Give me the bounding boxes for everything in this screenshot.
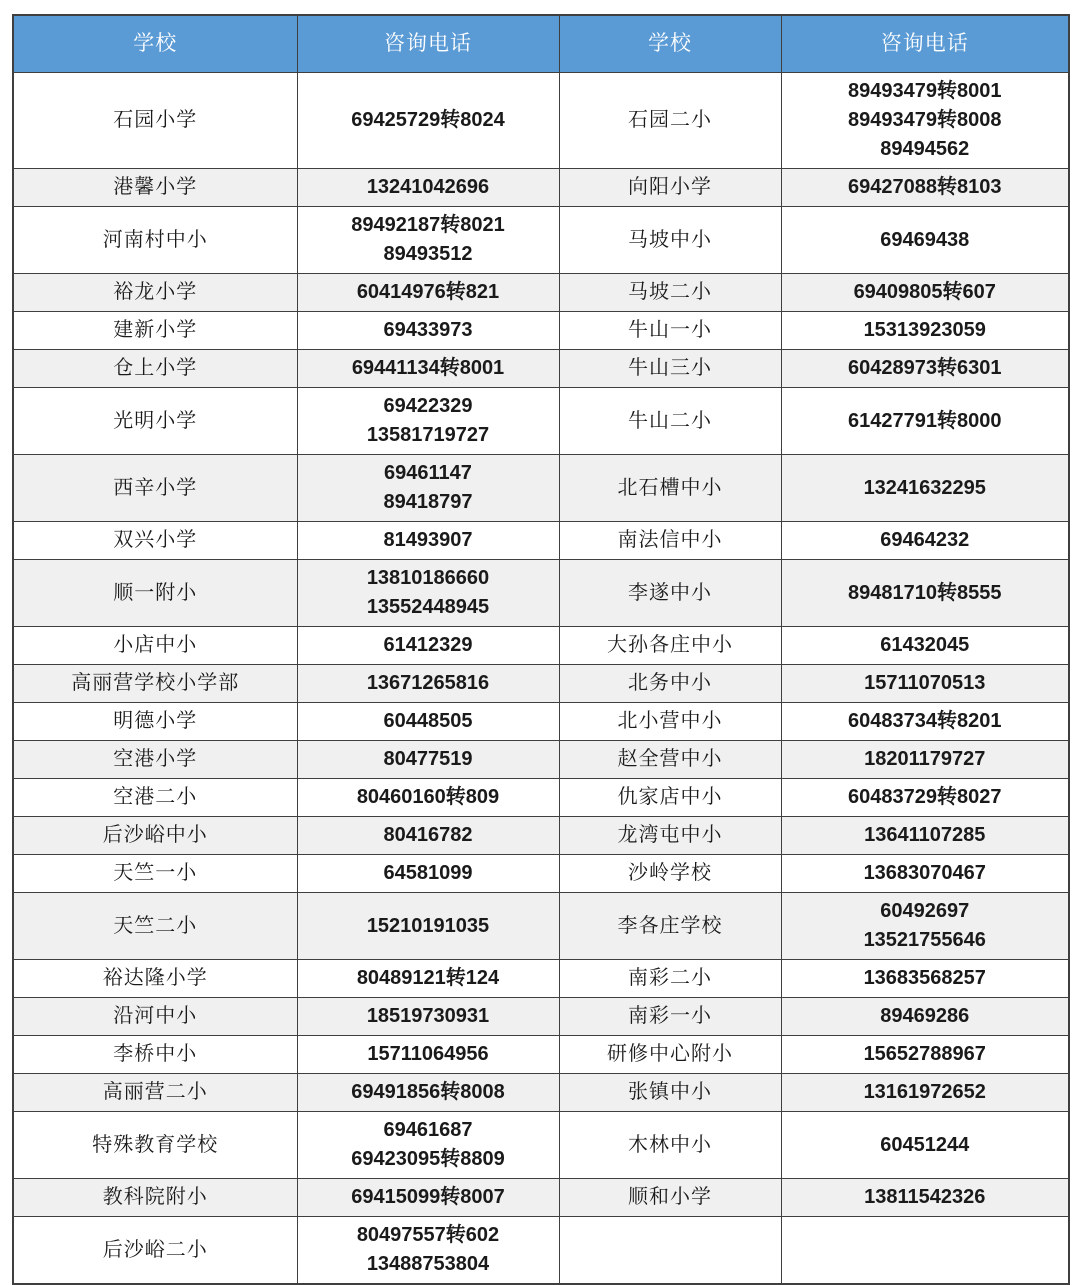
cell-phone-right [781, 779, 1069, 817]
cell-phone-left [297, 207, 559, 274]
school-name: 北石槽中小 [617, 476, 723, 499]
cell-school-right [559, 274, 781, 312]
cell-phone-left [297, 1074, 559, 1112]
cell-phone-left [297, 703, 559, 741]
phone-number: 80489121转124 [356, 967, 500, 989]
school-name: 顺和小学 [628, 1186, 712, 1208]
cell-phone-left [297, 1036, 559, 1074]
header-phone-right: 咨询电话 [781, 15, 1069, 73]
phone-number: 69461147 [384, 462, 472, 484]
cell-school-left [13, 665, 297, 703]
cell-school-right [559, 1217, 781, 1285]
phone-number: 80497557转602 [356, 1224, 500, 1246]
cell-phone-left [297, 893, 559, 960]
school-name: 空港二小 [113, 786, 198, 808]
phone-number: 69464232 [880, 529, 970, 551]
table-row [13, 350, 1069, 388]
phone-number: 13671265816 [366, 672, 490, 694]
school-name: 牛山二小 [628, 409, 712, 432]
cell-phone-right [781, 855, 1069, 893]
phone-number: 69415099转8007 [351, 1186, 505, 1208]
cell-school-left [13, 960, 297, 998]
cell-phone-left [297, 522, 559, 560]
cell-school-left [13, 1217, 297, 1285]
table-row [13, 522, 1069, 560]
school-name: 高丽营二小 [102, 1081, 208, 1103]
table-row [13, 312, 1069, 350]
cell-phone-right [781, 169, 1069, 207]
phone-number: 89492187转8021 [351, 214, 505, 236]
phone-number: 69469438 [880, 228, 970, 251]
cell-phone-left [297, 627, 559, 665]
phone-number: 60492697 [880, 900, 970, 922]
cell-phone-right [781, 455, 1069, 522]
school-name: 向阳小学 [628, 176, 712, 198]
table-row [13, 1217, 1069, 1285]
school-name: 南彩二小 [628, 967, 712, 989]
table-row [13, 455, 1069, 522]
school-name: 南法信中小 [617, 529, 723, 551]
cell-phone-right [781, 560, 1069, 627]
phone-number: 69422329 [383, 395, 473, 417]
cell-phone-left [297, 1217, 559, 1285]
school-name: 港馨小学 [113, 176, 198, 198]
cell-phone-right [781, 1112, 1069, 1179]
phone-number: 89469286 [880, 1005, 970, 1027]
phone-number: 18201179727 [864, 748, 986, 770]
school-name: 龙湾屯中小 [617, 824, 723, 846]
school-name: 石园二小 [628, 109, 712, 131]
cell-school-left [13, 388, 297, 455]
school-name: 天竺一小 [113, 862, 198, 884]
table-header [13, 15, 1069, 73]
phone-number: 89494562 [880, 138, 970, 160]
table-row [13, 627, 1069, 665]
cell-school-left [13, 1074, 297, 1112]
cell-phone-left [297, 73, 559, 169]
cell-school-left [13, 207, 297, 274]
cell-school-right [559, 1112, 781, 1179]
school-name: 木林中小 [628, 1133, 712, 1156]
cell-phone-left [297, 960, 559, 998]
cell-school-left [13, 741, 297, 779]
phone-number: 13810186660 [366, 567, 490, 589]
cell-school-right [559, 73, 781, 169]
cell-phone-left [297, 1112, 559, 1179]
phone-number: 13683070467 [863, 862, 986, 884]
table-row [13, 779, 1069, 817]
phone-number: 69423095转8809 [351, 1148, 505, 1170]
table-row [13, 817, 1069, 855]
cell-school-right [559, 1036, 781, 1074]
school-name: 裕达隆小学 [102, 967, 208, 989]
cell-school-left [13, 73, 297, 169]
cell-school-left [13, 169, 297, 207]
cell-phone-left [297, 169, 559, 207]
phone-number: 81493907 [383, 529, 473, 551]
cell-school-right [559, 703, 781, 741]
cell-school-right [559, 312, 781, 350]
cell-school-left [13, 350, 297, 388]
phone-number: 89493479转8008 [848, 109, 1002, 131]
cell-phone-right [781, 960, 1069, 998]
phone-number: 61412329 [383, 634, 473, 656]
header-row [13, 15, 1069, 73]
cell-school-left [13, 817, 297, 855]
table-row [13, 703, 1069, 741]
phone-number: 89481710转8555 [848, 581, 1002, 604]
table-row [13, 741, 1069, 779]
cell-school-right [559, 998, 781, 1036]
school-name: 石园小学 [113, 109, 198, 131]
cell-school-left [13, 1036, 297, 1074]
school-name: 马坡二小 [628, 281, 712, 303]
phone-number: 60448505 [383, 710, 473, 732]
table-row [13, 73, 1069, 169]
cell-school-right [559, 169, 781, 207]
cell-phone-right [781, 665, 1069, 703]
phone-number: 15652788967 [863, 1043, 986, 1065]
cell-school-left [13, 274, 297, 312]
school-name: 特殊教育学校 [92, 1133, 219, 1156]
cell-phone-left [297, 455, 559, 522]
phone-number: 69425729转8024 [351, 109, 505, 131]
table-row [13, 960, 1069, 998]
phone-number: 61432045 [880, 634, 970, 656]
cell-school-right [559, 350, 781, 388]
school-name: 北务中小 [628, 672, 712, 694]
school-name: 马坡中小 [628, 228, 712, 251]
table-row [13, 207, 1069, 274]
cell-phone-left [297, 274, 559, 312]
table-row [13, 1112, 1069, 1179]
school-name: 天竺二小 [113, 914, 198, 937]
school-name: 教科院附小 [102, 1186, 208, 1208]
table-row [13, 855, 1069, 893]
cell-school-right [559, 1179, 781, 1217]
school-name: 南彩一小 [628, 1005, 712, 1027]
school-name: 双兴小学 [113, 529, 198, 551]
cell-school-left [13, 627, 297, 665]
cell-school-left [13, 998, 297, 1036]
cell-phone-right [781, 522, 1069, 560]
phone-number: 60483729转8027 [848, 786, 1002, 808]
cell-school-right [559, 960, 781, 998]
table-body [13, 73, 1069, 1285]
school-name: 河南村中小 [102, 228, 208, 251]
phone-number: 69427088转8103 [848, 176, 1002, 198]
cell-school-left [13, 312, 297, 350]
phone-number: 13811542326 [864, 1186, 986, 1208]
school-name: 李桥中小 [113, 1043, 198, 1065]
cell-school-right [559, 779, 781, 817]
cell-phone-left [297, 817, 559, 855]
cell-phone-right [781, 350, 1069, 388]
phone-number: 13683568257 [863, 967, 986, 989]
cell-phone-left [297, 665, 559, 703]
phone-number: 69491856转8008 [351, 1081, 505, 1103]
phone-number: 89418797 [383, 491, 473, 513]
school-name: 研修中心附小 [607, 1043, 733, 1065]
phone-number: 13552448945 [366, 596, 490, 618]
cell-phone-right [781, 627, 1069, 665]
cell-school-right [559, 1074, 781, 1112]
school-name: 后沙峪中小 [102, 824, 208, 846]
cell-phone-right [781, 741, 1069, 779]
cell-phone-right [781, 1217, 1069, 1285]
cell-phone-left [297, 560, 559, 627]
cell-phone-right [781, 388, 1069, 455]
cell-phone-right [781, 312, 1069, 350]
cell-phone-right [781, 998, 1069, 1036]
cell-school-left [13, 560, 297, 627]
phone-number: 13581719727 [366, 424, 490, 446]
cell-school-left [13, 522, 297, 560]
school-name: 光明小学 [113, 409, 198, 432]
school-name: 顺一附小 [113, 581, 198, 604]
school-phone-table [12, 14, 1070, 1285]
phone-number: 18519730931 [366, 1005, 490, 1027]
cell-phone-left [297, 779, 559, 817]
school-name: 李各庄学校 [617, 914, 723, 937]
phone-number: 15711064956 [367, 1043, 489, 1065]
header-phone-left: 咨询电话 [297, 15, 559, 73]
phone-number: 13161972652 [863, 1081, 986, 1103]
school-name: 大孙各庄中小 [607, 634, 733, 656]
cell-phone-right [781, 703, 1069, 741]
cell-school-left [13, 455, 297, 522]
phone-number: 13241632295 [863, 476, 986, 499]
school-name: 明德小学 [113, 710, 198, 732]
school-name: 小店中小 [113, 634, 198, 656]
header-school-right: 学校 [559, 15, 781, 73]
cell-school-left [13, 893, 297, 960]
cell-school-right [559, 855, 781, 893]
phone-number: 69441134转8001 [351, 357, 505, 379]
phone-number: 61427791转8000 [848, 409, 1002, 432]
cell-school-right [559, 207, 781, 274]
cell-school-right [559, 817, 781, 855]
table-row [13, 998, 1069, 1036]
school-name: 空港小学 [113, 748, 198, 770]
cell-phone-right [781, 207, 1069, 274]
phone-number: 13521755646 [863, 929, 986, 951]
cell-phone-left [297, 388, 559, 455]
phone-number: 89493512 [383, 243, 473, 265]
school-name: 仇家店中小 [617, 786, 723, 808]
cell-phone-left [297, 350, 559, 388]
cell-school-right [559, 627, 781, 665]
header-school-left: 学校 [13, 15, 297, 73]
table-row [13, 169, 1069, 207]
cell-school-right [559, 893, 781, 960]
cell-school-right [559, 522, 781, 560]
phone-number: 60451244 [880, 1133, 970, 1156]
phone-number: 60483734转8201 [848, 710, 1002, 732]
school-name: 裕龙小学 [113, 281, 198, 303]
cell-phone-right [781, 1074, 1069, 1112]
school-name: 沿河中小 [113, 1005, 198, 1027]
cell-school-right [559, 388, 781, 455]
cell-phone-left [297, 312, 559, 350]
phone-number: 60428973转6301 [848, 357, 1002, 379]
cell-school-right [559, 560, 781, 627]
table-row [13, 560, 1069, 627]
school-name: 张镇中小 [628, 1081, 712, 1103]
table-row [13, 388, 1069, 455]
phone-number: 69409805转607 [853, 281, 996, 303]
cell-school-right [559, 455, 781, 522]
phone-number: 64581099 [383, 862, 473, 884]
phone-number: 13641107285 [864, 824, 986, 846]
table-row [13, 893, 1069, 960]
school-name: 沙岭学校 [628, 862, 712, 884]
cell-phone-right [781, 1179, 1069, 1217]
phone-number: 13488753804 [366, 1253, 490, 1275]
school-name: 建新小学 [113, 319, 198, 341]
phone-number: 80477519 [383, 748, 473, 770]
table-row [13, 665, 1069, 703]
cell-school-right [559, 665, 781, 703]
phone-number: 69461687 [383, 1119, 473, 1141]
cell-school-right [559, 741, 781, 779]
phone-number: 15210191035 [366, 914, 490, 937]
phone-number: 80460160转809 [356, 786, 500, 808]
cell-school-left [13, 779, 297, 817]
phone-number: 89493479转8001 [848, 80, 1002, 102]
cell-phone-left [297, 855, 559, 893]
cell-school-left [13, 703, 297, 741]
school-name: 高丽营学校小学部 [71, 672, 240, 694]
phone-number: 15711070513 [864, 672, 986, 694]
phone-number: 13241042696 [366, 176, 490, 198]
table-row [13, 274, 1069, 312]
school-name: 北小营中小 [617, 710, 723, 732]
school-name: 牛山一小 [628, 319, 712, 341]
cell-phone-right [781, 817, 1069, 855]
cell-school-left [13, 1112, 297, 1179]
table-row [13, 1036, 1069, 1074]
school-name: 牛山三小 [628, 357, 712, 379]
phone-number: 80416782 [383, 824, 473, 846]
school-name: 仓上小学 [113, 357, 198, 379]
phone-number: 69433973 [383, 319, 473, 341]
table-row [13, 1074, 1069, 1112]
table-row [13, 1179, 1069, 1217]
school-name: 西辛小学 [113, 476, 198, 499]
cell-phone-right [781, 1036, 1069, 1074]
cell-phone-right [781, 274, 1069, 312]
school-name: 赵全营中小 [617, 748, 723, 770]
cell-school-left [13, 1179, 297, 1217]
school-name: 李遂中小 [628, 581, 712, 604]
cell-phone-left [297, 998, 559, 1036]
school-name: 后沙峪二小 [102, 1238, 208, 1261]
phone-number: 60414976转821 [356, 281, 500, 303]
cell-phone-right [781, 73, 1069, 169]
cell-phone-left [297, 1179, 559, 1217]
cell-school-left [13, 855, 297, 893]
phone-number: 15313923059 [863, 319, 986, 341]
cell-phone-right [781, 893, 1069, 960]
cell-phone-left [297, 741, 559, 779]
